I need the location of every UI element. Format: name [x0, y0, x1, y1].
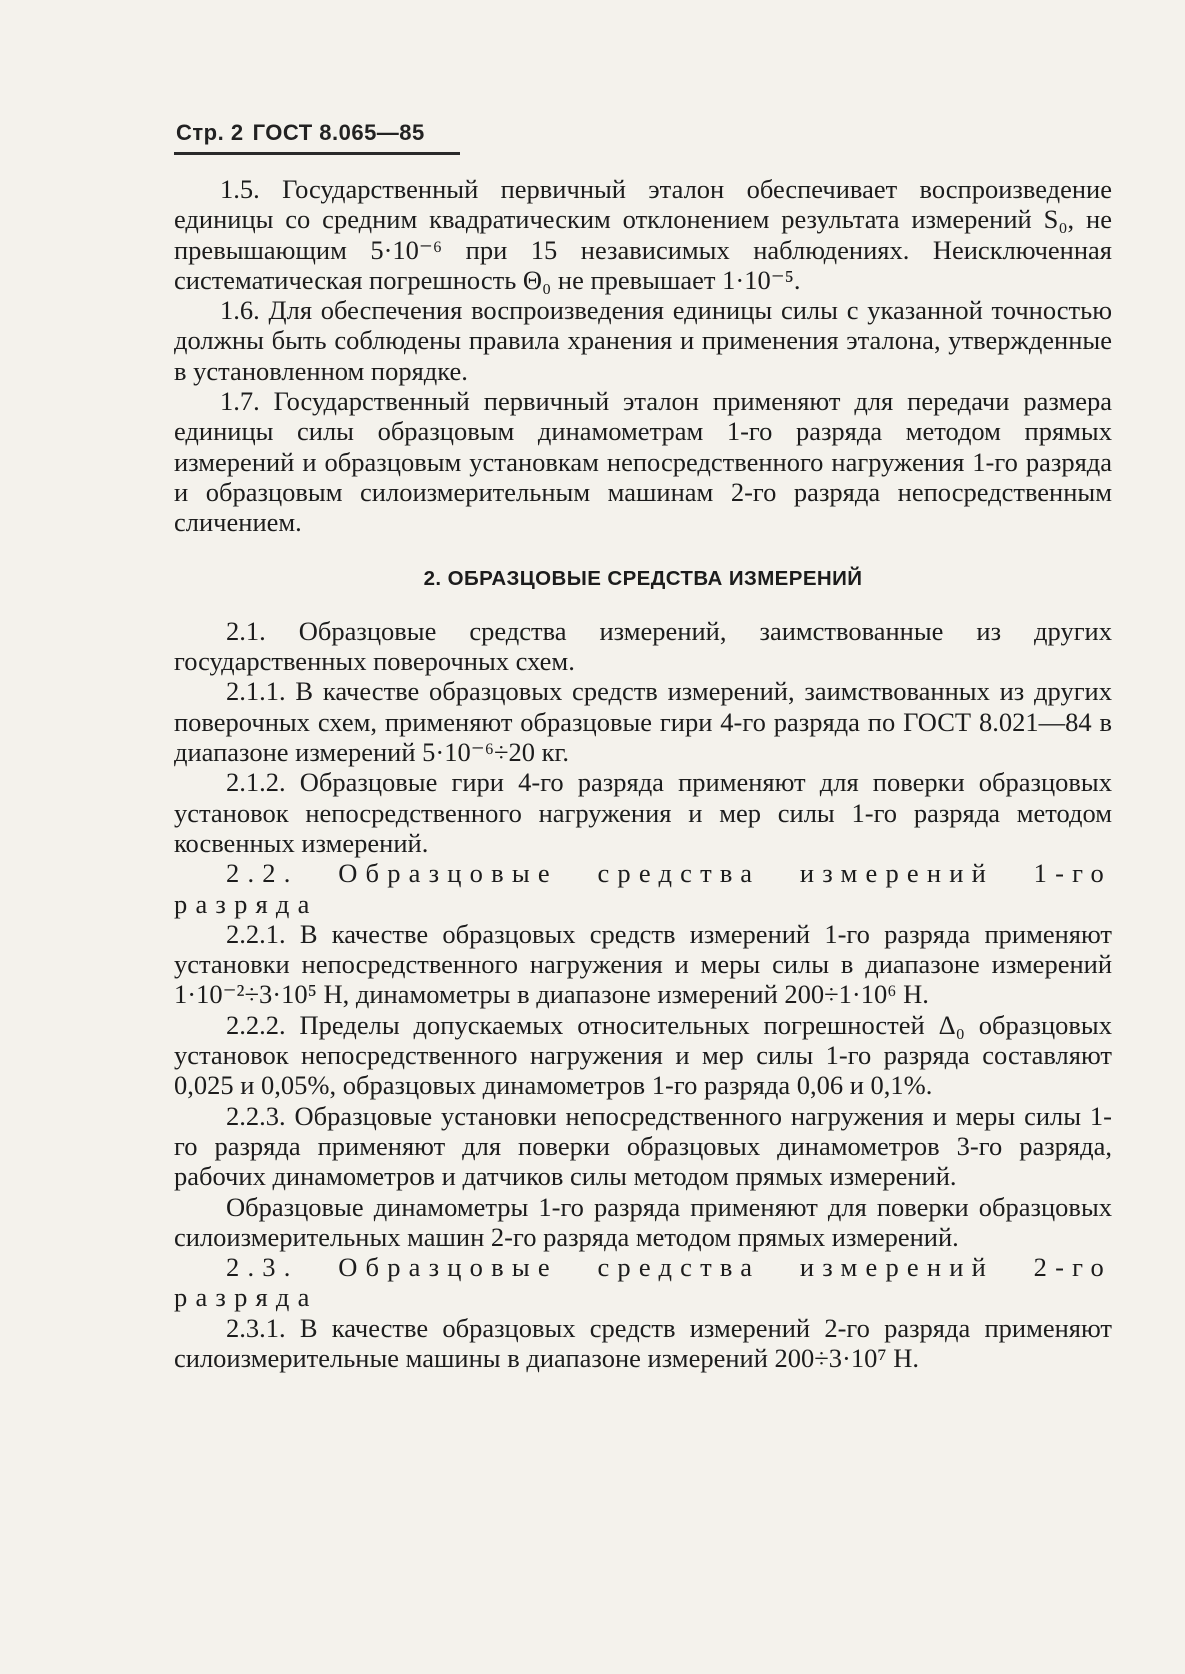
subsection-2-3-title: 2.3. Образцовые средства измерений 2-го разряда: [174, 1252, 1112, 1313]
page-number-label: Стр. 2: [176, 120, 244, 145]
paragraph-1-7: 1.7. Государственный первичный эталон применяют для передачи размера единицы силы образцовым динамометрам 1-го разряда методом прямых измерений и образцовым установкам непосредственного нагружения 1-го разряда и образцовым силоизмерительным машинам 2-го разряда непосредственным сличением.: [174, 386, 1112, 538]
paragraph-2-1: 2.1. Образцовые средства измерений, заимствованные из других государственных поверочных схем.: [174, 615, 1112, 677]
paragraph-2-2-2: 2.2.2. Пределы допускаемых относительных погрешностей Δ₀ образцовых установок непосредственного нагружения и мер силы 1-го разряда составляют 0,025 и 0,05%, образцовых динамометров 1-го разряда 0,06 и 0,1%.: [174, 1009, 1112, 1101]
section-2-heading: 2. ОБРАЗЦОВЫЕ СРЕДСТВА ИЗМЕРЕНИЙ: [423, 566, 863, 590]
paragraph-2-2-3: 2.2.3. Образцовые установки непосредственного нагружения и меры силы 1-го разряда применяют для поверки образцовых динамометров 3-го разряда, рабочих динамометров и датчиков силы методом прямых измерений.: [174, 1100, 1112, 1192]
subsection-2-2-title: 2.2. Образцовые средства измерений 1-го разряда: [174, 858, 1112, 919]
page-header: [176, 120, 425, 146]
paragraph-2-3-1: 2.3.1. В качестве образцовых средств измерений 2-го разряда применяют силоизмерительные машины в диапазоне измерений 200÷3·10⁷ Н.: [174, 1312, 1112, 1373]
body-text: [174, 174, 1112, 1373]
paragraph-2-2-1: 2.2.1. В качестве образцовых средств измерений 1-го разряда применяют установки непосредственного нагружения и меры силы в диапазоне измерений 1·10⁻²÷3·10⁵ Н, динамометры в диапазоне измерений 200÷1·10⁶ Н.: [174, 918, 1112, 1010]
header-divider: [174, 152, 460, 155]
standard-code: ГОСТ 8.065—85: [252, 120, 425, 145]
paragraph-2-1-2: 2.1.2. Образцовые гири 4-го разряда применяют для поверки образцовых установок непосредственного нагружения и мер силы 1-го разряда методом косвенных измерений.: [174, 767, 1112, 858]
paragraph-2-1-1: 2.1.1. В качестве образцовых средств измерений, заимствованных из других поверочных схем, применяют образцовые гири 4-го разряда по ГОСТ 8.021—84 в диапазоне измерений 5·10⁻⁶÷20 кг.: [174, 676, 1112, 768]
paragraph-1-6: 1.6. Для обеспечения воспроизведения единицы силы с указанной точностью должны быть соблюдены правила хранения и применения эталона, утвержденные в установленном порядке.: [174, 295, 1112, 386]
paragraph-2-2-3-continued: Образцовые динамометры 1-го разряда применяют для поверки образцовых силоизмерительных машин 2-го разряда методом прямых измерений.: [174, 1191, 1112, 1252]
paragraph-1-5: 1.5. Государственный первичный эталон обеспечивает воспроизведение единицы со средним квадратическим отклонением результата измерений S₀, не превышающим 5·10⁻⁶ при 15 независимых наблюдениях. Неисключенная систематическая погрешность Θ₀ не превышает 1·10⁻⁵.: [174, 174, 1112, 295]
